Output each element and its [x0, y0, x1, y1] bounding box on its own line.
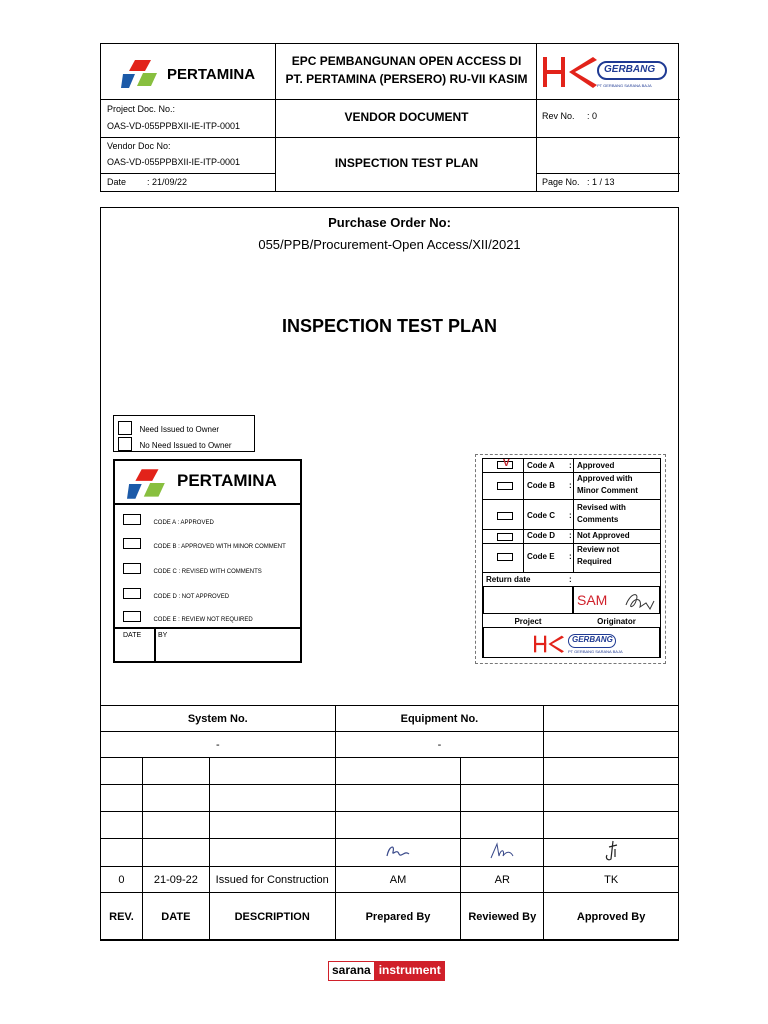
owner-code-a-checkbox[interactable] [123, 514, 141, 525]
owner-code-e-label: CODE E : REVIEW NOT REQUIRED [153, 617, 253, 623]
review-code-b-desc-line1: Approved with [577, 474, 633, 483]
signature-row [101, 839, 679, 867]
pertamina-stamp-logo-icon [127, 467, 169, 501]
owner-code-b-checkbox[interactable] [123, 538, 141, 549]
sam-stamp-text: SAM [577, 592, 608, 608]
review-code-e-code: Code E [527, 552, 555, 561]
owner-code-b-row [123, 535, 286, 553]
revision-blank-row [101, 785, 679, 812]
footer-brand-right: instrument [375, 961, 445, 981]
review-row-line-1 [483, 472, 660, 473]
owner-by-label: BY [158, 632, 168, 639]
review-gerbang-subtext: PT GERBANG SARANA BAJA [568, 649, 623, 654]
review-code-c-desc-line2: Comments [577, 515, 619, 524]
stamp-date-divider [115, 627, 300, 629]
date-label: Date [107, 177, 127, 187]
revision-header-approved: Approved By [544, 893, 679, 941]
return-date-label: Return date [486, 575, 531, 584]
review-code-b-desc-line2: Minor Comment [577, 486, 638, 495]
review-code-a-code: Code A [527, 461, 555, 470]
revision-date: 21-09-22 [142, 867, 209, 893]
review-code-b-colon: : [569, 481, 572, 490]
review-code-a-colon: : [569, 461, 572, 470]
revision-header-row [101, 893, 679, 941]
review-code-d-colon: : [569, 531, 572, 540]
approved-signature-icon [599, 839, 623, 863]
review-code-b-code: Code B [527, 481, 555, 490]
review-code-e-checkbox[interactable] [497, 553, 513, 561]
owner-code-e-checkbox[interactable] [123, 611, 141, 622]
revision-table [100, 757, 679, 941]
review-code-e-colon: : [569, 552, 572, 561]
review-row-line-5 [483, 572, 660, 573]
review-col-divider-1 [523, 459, 524, 572]
system-no-value: - [101, 732, 336, 758]
stamp-divider [115, 503, 300, 505]
vendor-document-cell [276, 100, 537, 138]
vendor-doc-label: Vendor Doc No: [107, 141, 171, 151]
no-need-issued-checkbox[interactable] [118, 437, 132, 451]
reviewed-signature-icon [487, 840, 517, 862]
need-issued-checkbox[interactable] [118, 421, 132, 435]
footer-brand-left: sarana [328, 961, 375, 981]
review-code-a-desc: Approved [577, 461, 615, 470]
review-code-d-code: Code D [527, 531, 555, 540]
project-signature-box [483, 586, 573, 614]
owner-code-c-label: CODE C : REVISED WITH COMMENTS [153, 569, 262, 575]
issue-box [113, 415, 255, 452]
equipment-no-value: - [335, 732, 544, 758]
revision-rev: 0 [101, 867, 143, 893]
review-logo-box [483, 627, 660, 658]
revision-description: Issued for Construction [209, 867, 335, 893]
owner-code-e-row [123, 608, 253, 626]
no-need-issued-label: No Need Issued to Owner [139, 441, 232, 450]
review-row-line-2 [483, 499, 660, 500]
return-date-colon: : [569, 575, 572, 584]
pertamina-logo-icon [121, 58, 161, 90]
owner-code-d-label: CODE D : NOT APPROVED [153, 594, 230, 600]
owner-code-d-row [123, 585, 229, 603]
hk-logo-icon [541, 54, 599, 90]
originator-label: Originator [597, 617, 636, 626]
owner-code-b-label: CODE B : APPROVED WITH MINOR COMMENT [153, 544, 286, 550]
review-gerbang-logo-text: GERBANG [572, 635, 613, 644]
review-code-c-code: Code C [527, 511, 555, 520]
stamp-date-by-divider [154, 627, 156, 661]
review-code-e-desc-line2: Required [577, 557, 612, 566]
doc-title: INSPECTION TEST PLAN [334, 156, 479, 170]
review-code-b-checkbox[interactable] [497, 482, 513, 490]
review-col-divider-2 [573, 459, 574, 572]
revision-prepared: AM [335, 867, 461, 893]
date-cell [101, 174, 276, 192]
project-label: Project [514, 617, 542, 626]
prepared-signature-icon [381, 840, 415, 862]
page-no-label: Page No. [542, 177, 580, 187]
need-issued-label: Need Issued to Owner [139, 425, 220, 434]
project-doc-label: Project Doc. No.: [107, 104, 176, 114]
revision-header-date: DATE [142, 893, 209, 941]
review-code-c-checkbox[interactable] [497, 512, 513, 520]
revision-header-rev: REV. [101, 893, 143, 941]
vendor-doc-number: OAS-VD-055PPBXII-IE-ITP-0001 [107, 157, 241, 167]
document-header [100, 43, 679, 192]
rev-no-cell [537, 100, 680, 138]
doc-title-cell [276, 138, 537, 192]
main-title: INSPECTION TEST PLAN [281, 316, 497, 336]
po-label: Purchase Order No: [328, 215, 451, 230]
review-row-line-4 [483, 543, 660, 544]
document-body [100, 207, 679, 940]
project-title-line1: EPC PEMBANGUNAN OPEN ACCESS DI [291, 54, 522, 68]
revision-header-description: DESCRIPTION [209, 893, 335, 941]
review-code-c-desc-line1: Revised with [577, 503, 626, 512]
revision-row [101, 867, 679, 893]
vendor-doc-cell [101, 138, 276, 174]
system-no-header: System No. [101, 706, 336, 732]
originator-signature-icon [622, 589, 656, 613]
review-code-d-desc: Not Approved [577, 531, 630, 540]
review-row-line-3 [483, 529, 660, 530]
review-gerbang-logo [568, 634, 616, 648]
project-doc-number: OAS-VD-055PPBXII-IE-ITP-0001 [107, 121, 241, 131]
system-equipment-table [100, 705, 679, 758]
pertamina-logo-cell [101, 44, 276, 100]
owner-approval-stamp [113, 459, 302, 663]
review-code-d-checkbox[interactable] [497, 533, 513, 541]
originator-signature-box [573, 586, 660, 614]
revision-blank-row [101, 758, 679, 785]
owner-code-a-label: CODE A : APPROVED [153, 520, 214, 526]
system-table-blank-header [544, 706, 679, 732]
revision-header-prepared: Prepared By [335, 893, 461, 941]
prepared-signature-cell [335, 839, 461, 867]
revision-blank-row [101, 812, 679, 839]
review-code-a-check-mark: V [503, 458, 510, 469]
review-hk-logo-icon [530, 634, 568, 654]
blank-cell [537, 138, 680, 174]
reviewed-signature-cell [461, 839, 544, 867]
owner-date-label: DATE [123, 632, 142, 639]
gerbang-logo-text: GERBANG [604, 64, 656, 75]
project-title-cell [276, 44, 537, 100]
po-number: 055/PPB/Procurement-Open Access/XII/2021 [258, 237, 521, 252]
project-title-line2: PT. PERTAMINA (PERSERO) RU-VII KASIM [285, 72, 528, 86]
date-value: : 21/09/22 [147, 177, 188, 187]
vendor-document-label: VENDOR DOCUMENT [344, 110, 469, 124]
equipment-no-header: Equipment No. [335, 706, 544, 732]
revision-header-reviewed: Reviewed By [461, 893, 544, 941]
revision-approved: TK [544, 867, 679, 893]
rev-no-value: : 0 [587, 111, 598, 121]
approved-signature-cell [544, 839, 679, 867]
no-need-issued-row [118, 435, 232, 453]
page-no-cell [537, 174, 680, 192]
review-code-e-desc-line1: Review not [577, 545, 620, 554]
owner-code-c-row [123, 560, 262, 578]
owner-code-d-checkbox[interactable] [123, 588, 141, 599]
system-table-blank-value [544, 732, 679, 758]
review-stamp [475, 454, 666, 664]
page-no-value: : 1 / 13 [587, 177, 615, 187]
contractor-logo-cell [537, 44, 680, 100]
review-stamp-frame [482, 458, 661, 658]
gerbang-logo-subtext: PT GERBANG SARANA BAJA [597, 83, 652, 88]
owner-code-c-checkbox[interactable] [123, 563, 141, 574]
owner-code-a-row [123, 511, 214, 529]
rev-no-label: Rev No. [542, 111, 575, 121]
pertamina-stamp-text: PERTAMINA [177, 471, 277, 490]
review-code-c-colon: : [569, 511, 572, 520]
revision-reviewed: AR [461, 867, 544, 893]
gerbang-logo [597, 61, 667, 80]
pertamina-logo-text: PERTAMINA [167, 66, 256, 83]
footer-brand-logo [328, 961, 445, 981]
project-doc-cell [101, 100, 276, 138]
